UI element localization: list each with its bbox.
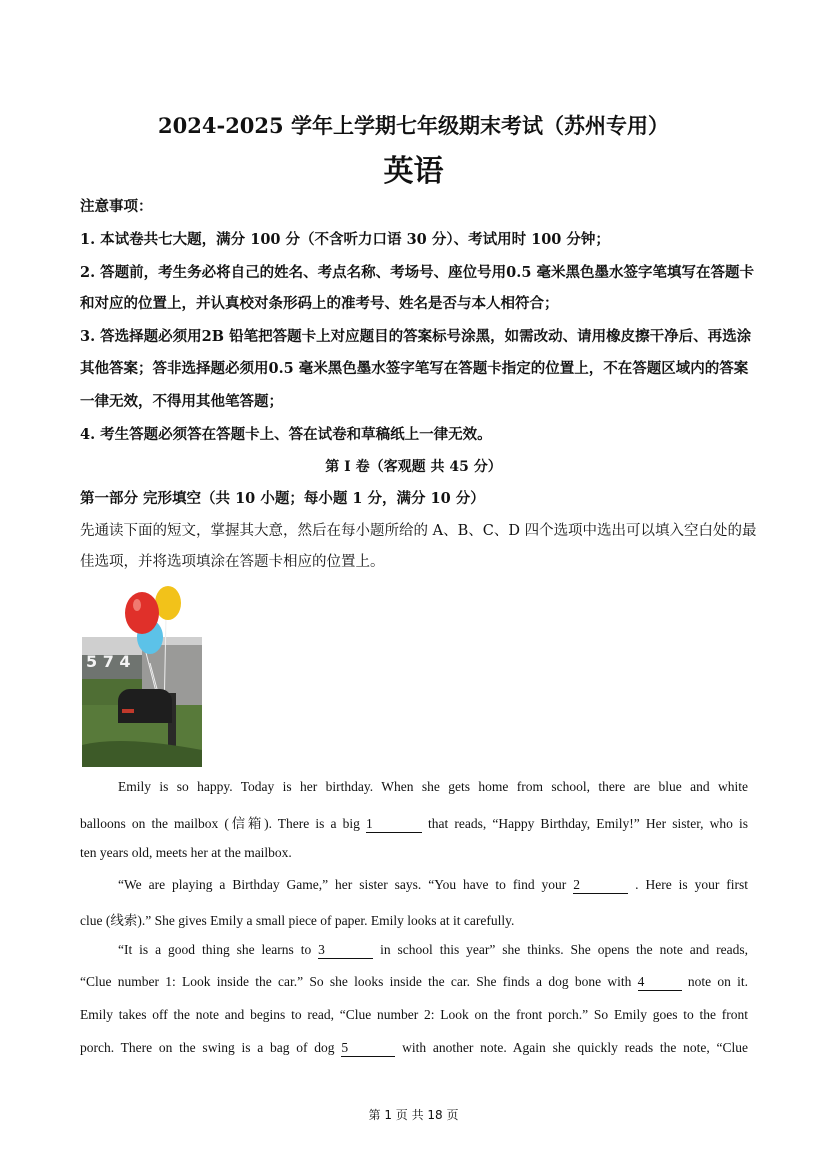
passage-text: note on it. (687, 974, 748, 989)
instruction-line-2: 佳选项，并将选项填涂在答题卡相应的位置上。 (80, 554, 385, 570)
passage-text: “It is a good thing she learns to (118, 942, 312, 957)
passage-text: in school this year” she thinks. She opens the note and reads, (380, 942, 749, 957)
notice-line-6: 一律无效，不得用其他笔答题； (80, 393, 283, 410)
notice-line-5: 其他答案；答非选择题必须用0.5 毫米黑色墨水签字笔写在答题卡指定的位置上，不在答题区域内的答案 (80, 360, 749, 377)
blank-4: 4 (638, 974, 682, 991)
notice-line-7: 4. 考生答题必须答在答题卡上、答在试卷和草稿纸上一律无效。 (80, 426, 492, 443)
notice-line-3: 和对应的位置上，并认真校对条形码上的准考号、姓名是否与本人相符合； (80, 295, 559, 312)
svg-text:5 7 4: 5 7 4 (86, 652, 131, 671)
passage-line-7 (80, 974, 748, 991)
passage-line-5: clue (线索).” She gives Emily a small piece of paper. Emily looks at it carefully. (80, 913, 515, 928)
passage-text: “Clue number 1: Look inside the car.” So she looks inside the car. She finds a dog bone with (80, 974, 632, 989)
notice-line-2: 2. 答题前，考生务必将自己的姓名、考点名称、考场号、座位号用0.5 毫米黑色墨水签字笔填写在答题卡 (80, 264, 754, 281)
blank-2: 2 (573, 877, 628, 894)
passage-line-8: Emily takes off the note and begins to read, “Clue number 2: Look on the front porch.” So Emily goes to the front (80, 1007, 748, 1022)
passage-line-9 (80, 1040, 748, 1057)
blank-3: 3 (318, 942, 373, 959)
passage-line-1: Emily is so happy. Today is her birthday. When she gets home from school, there are blue and white (118, 779, 748, 794)
passage-text: with another note. Again she quickly reads the note, “Clue (402, 1040, 749, 1055)
blank-1: 1 (366, 816, 422, 833)
notice-line-1: 1. 本试卷共七大题，满分 100 分（不含听力口语 30 分）、考试用时 100 分钟； (80, 231, 610, 248)
notice-heading: 注意事项： (80, 198, 153, 215)
passage-line-4 (118, 877, 748, 894)
passage-text: . Here is your first (635, 877, 748, 892)
passage-text: that reads, “Happy Birthday, Emily!” Her sister, who is (428, 816, 748, 831)
volume-heading: 第 I 卷（客观题 共 45 分） (325, 459, 502, 475)
blank-5: 5 (341, 1040, 395, 1057)
passage-text: balloons on the mailbox (信箱). There is a big (80, 816, 360, 831)
page-footer: 第 1 页 共 18 页 (368, 1108, 459, 1122)
passage-text: porch. There on the swing is a bag of dog (80, 1040, 335, 1055)
notice-line-4: 3. 答选择题必须用2B 铅笔把答题卡上对应题目的答案标号涂黑，如需改动、请用橡皮擦干净后、再选涂 (80, 328, 752, 345)
exam-title: 2024-2025 学年上学期七年级期末考试（苏州专用） (158, 113, 669, 138)
passage-line-3: ten years old, meets her at the mailbox. (80, 845, 292, 860)
passage-line-6 (118, 942, 748, 959)
balloons-mailbox-photo (82, 585, 202, 767)
part-heading: 第一部分 完形填空（共 10 小题；每小题 1 分，满分 10 分） (80, 490, 485, 507)
passage-line-2 (80, 812, 748, 833)
passage-text: “We are playing a Birthday Game,” her sister says. “You have to find your (118, 877, 567, 892)
subject-title: 英语 (383, 154, 444, 189)
instruction-line-1: 先通读下面的短文，掌握其大意，然后在每小题所给的 A、B、C、D 四个选项中选出可以填入空白处的最 (80, 523, 757, 539)
